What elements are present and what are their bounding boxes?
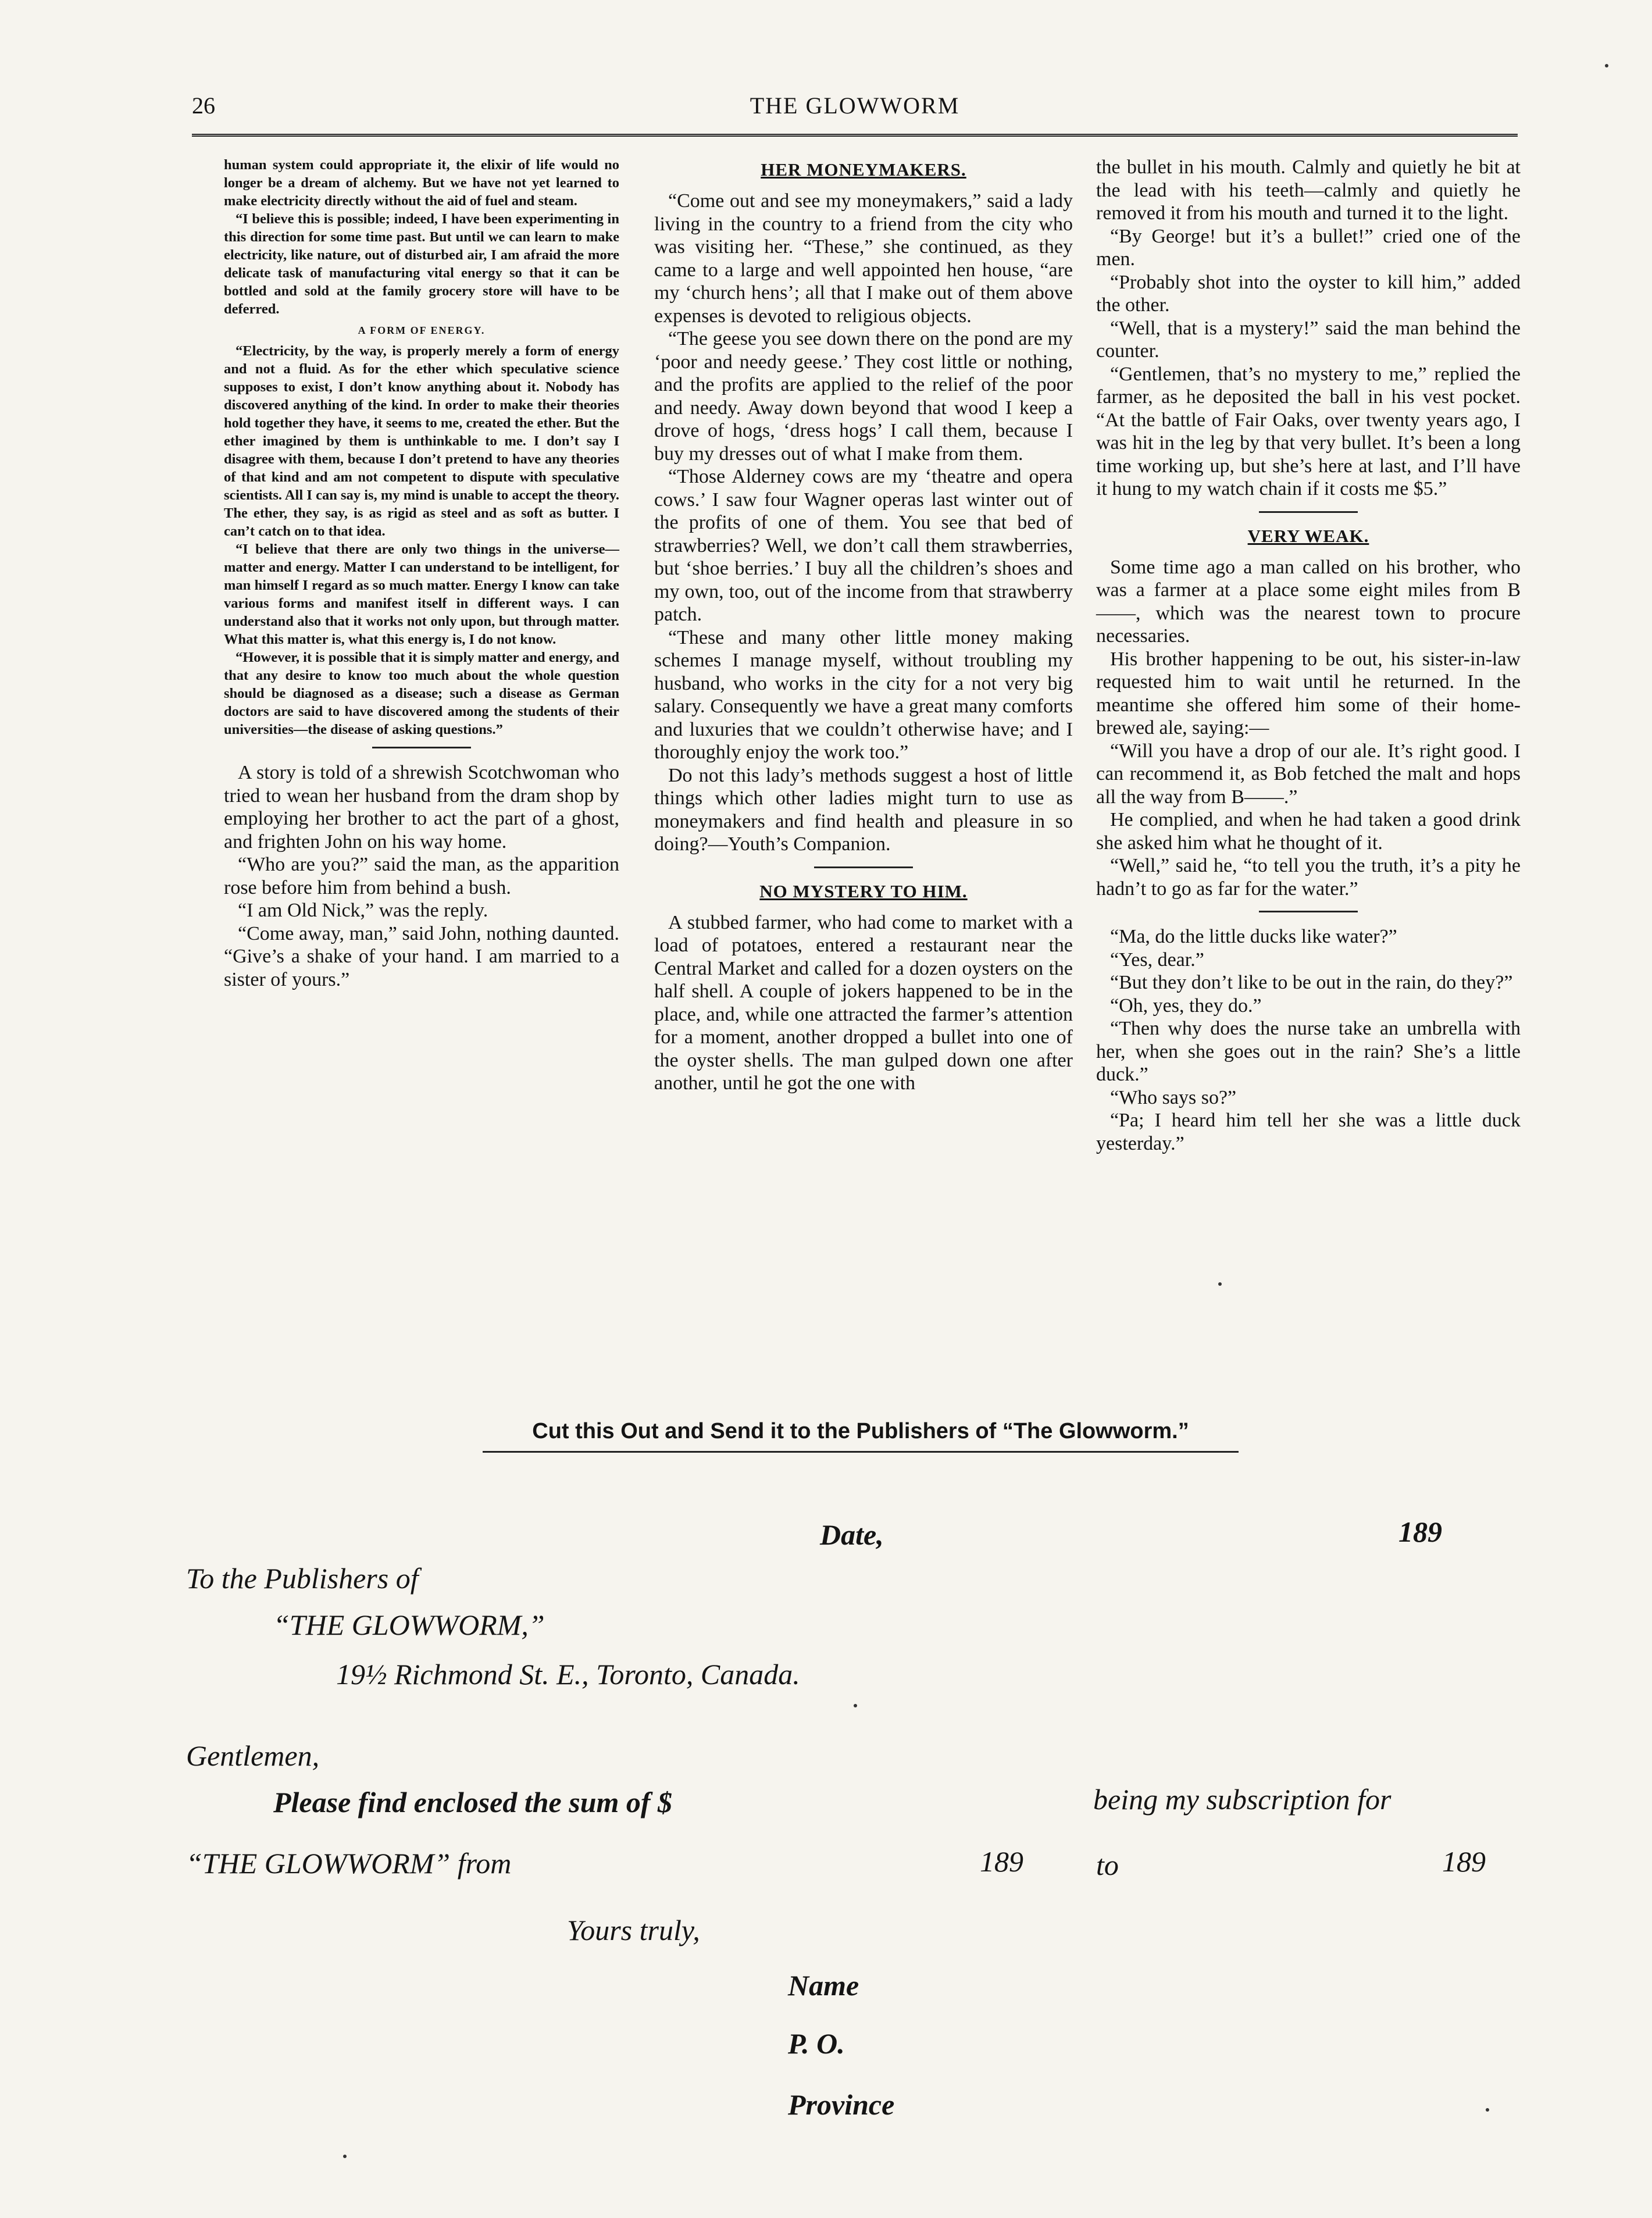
scan-speck (854, 1704, 857, 1707)
scan-speck (1218, 1282, 1222, 1286)
dialogue-line: “Pa; I heard him tell her she was a little duck yesterday.” (1096, 1110, 1521, 1154)
article-paragraph: “Electricity, by the way, is properly merely a form of energy and not a fluid. As for the ether which speculative science supposes to exist, I don’t know anything about it. Nobody has discovered anything of the kind. In order to make their theories hold together they have, it seems to me, created the ether. But the ether imagined by them is unthinkable to me. I don’t say I disagree with them, because I don’t pretend to have any theories of that kind and am not competent to dispute with speculative scientists. All I can say is, my mind is unable to accept the theory. The ether, they say, is as rigid as steel and as soft as butter. I can’t catch on to that idea. (224, 343, 619, 539)
name-label: Name (788, 1969, 859, 2002)
dialogue-line: “Who says so?” (1110, 1086, 1237, 1108)
moneymakers-article (654, 190, 1073, 856)
publishers-line: To the Publishers of (186, 1562, 419, 1595)
article-paragraph: “These and many other little money making schemes I manage myself, without troubling my husband, who works in the city for a not very big salary. Consequently we have a great many comforts and luxuries that we couldn’t otherwise have; and I thoroughly enjoy the work too.” (654, 626, 1073, 763)
article-paragraph: “Will you have a drop of our ale. It’s right good. I can recommend it, as Bob fetched the malt and hops all the way from B——.” (1096, 740, 1521, 808)
date-year: 189 (1398, 1515, 1442, 1548)
dialogue-line: “But they don’t like to be out in the rain, do they?” (1110, 972, 1513, 993)
from-label: “THE GLOWWORM” from (186, 1847, 512, 1880)
from-year: 189 (980, 1845, 1023, 1878)
dialogue-line: “Yes, dear.” (1110, 948, 1204, 971)
scan-speck (1605, 64, 1608, 67)
salutation: Gentlemen, (186, 1739, 320, 1772)
story-paragraph: A story is told of a shrewish Scotchwoman who tried to wean her husband from the dram shop by employing her brother to act the part of a ghost, and frighten John on his way home. (224, 762, 619, 853)
section-title: VERY WEAK. (1247, 525, 1369, 546)
column-1 (224, 156, 619, 991)
to-year: 189 (1442, 1845, 1486, 1878)
article-paragraph: “I believe that there are only two things in the universe—matter and energy. Matter I can understand to be intelligent, for man himself I regard as so much matter. Energy I know can take various forms and manifest itself in different ways. I can understand also that it works not only upon, but through matter. What this matter is, what this energy is, I do not know. (224, 541, 619, 647)
story-paragraph: “I am Old Nick,” was the reply. (238, 900, 488, 921)
scan-speck (1486, 2108, 1489, 2112)
article-paragraph: “By George! but it’s a bullet!” cried one of the men. (1096, 225, 1521, 270)
article-paragraph: “Gentlemen, that’s no mystery to me,” replied the farmer, as he deposited the ball in his vest pocket. “At the battle of Fair Oaks, over twenty years ago, I was hit in the leg by that very bullet. It’s been a long time working up, but she’s here at last, and I’ll have it hung to my watch chain if it costs me $5.” (1096, 363, 1521, 500)
cut-out-rule (483, 1451, 1239, 1453)
ducks-dialogue (1096, 925, 1521, 1155)
article-paragraph: “Well,” said he, “to tell you the truth, it’s a pity he hadn’t to go as far for the water.” (1096, 855, 1521, 900)
electricity-article (224, 156, 619, 739)
section-divider (372, 747, 471, 748)
section-title: HER MONEYMAKERS. (761, 159, 966, 180)
section-divider (1259, 511, 1358, 513)
to-label: to (1096, 1849, 1119, 1881)
article-paragraph: “The geese you see down there on the pond are my ‘poor and needy geese.’ They cost little or nothing, and the profits are applied to the relief of the poor and needy. Away down beyond that wood I keep a drove of hogs, ‘dress hogs’ I call them, because I buy my dresses out of what I make from them. (654, 328, 1073, 465)
mystery-continued (1096, 156, 1521, 501)
article-paragraph: A stubbed farmer, who had come to market with a load of potatoes, entered a restaurant near the Central Market and called for a dozen oysters on the half shell. A couple of jokers happened to be in the place, and, while one attracted the farmer’s attention for a moment, another dropped a bullet into one of the oyster shells. The man gulped down one after another, until he got the one with (654, 911, 1073, 1094)
publication-name: “THE GLOWWORM,” (273, 1609, 545, 1641)
subhead: A FORM OF ENERGY. (358, 325, 486, 336)
running-title: THE GLOWWORM (750, 92, 960, 119)
section-divider (814, 866, 913, 868)
scotchwoman-story (224, 761, 619, 991)
mystery-article (654, 911, 1073, 1095)
page-number: 26 (192, 92, 215, 119)
cut-out-heading: Cut this Out and Send it to the Publishers of “The Glowworm.” (532, 1419, 1189, 1443)
dialogue-line: “Ma, do the little ducks like water?” (1110, 926, 1397, 947)
dialogue-line: “Then why does the nurse take an umbrella with her, when she goes out in the rain? She’s a little duck.” (1096, 1018, 1521, 1085)
article-paragraph: “However, it is possible that it is simply matter and energy, and that any desire to know too much about the whole question should be diagnosed as a disease; such a disease as German doctors are said to have discovered among the students of their universities—the disease of asking questions.” (224, 650, 619, 737)
date-label: Date, (820, 1518, 884, 1551)
article-paragraph: He complied, and when he had taken a good drink she asked him what he thought of it. (1096, 809, 1521, 854)
article-paragraph: “Probably shot into the oyster to kill him,” added the other. (1096, 271, 1521, 316)
article-paragraph: the bullet in his mouth. Calmly and quietly he bit at the lead with his teeth—calmly and quietly he removed it from his mouth and turned it to the light. (1096, 156, 1521, 224)
publisher-address: 19½ Richmond St. E., Toronto, Canada. (336, 1658, 800, 1691)
article-paragraph: Do not this lady’s methods suggest a host of little things which other ladies might turn to use as moneymakers and find health and pleasure in so doing?—Youth’s Companion. (654, 764, 1073, 855)
page-header (192, 87, 1518, 128)
subscription-label: being my subscription for (1093, 1783, 1391, 1816)
po-label: P. O. (788, 2027, 845, 2060)
enclosed-sum-label: Please find enclosed the sum of $ (273, 1786, 673, 1818)
column-3 (1096, 156, 1521, 1155)
closing: Yours truly, (567, 1914, 700, 1946)
column-2 (654, 156, 1073, 1095)
article-paragraph: “I believe this is possible; indeed, I have been experimenting in this direction for some time past. But until we can learn to make electricity, like nature, out of disturbed air, I am afraid the more delicate task of manufacturing vital energy so that it can be bottled and sold at the family grocery store will have to be deferred. (224, 211, 619, 317)
province-label: Province (788, 2088, 895, 2121)
scan-speck (343, 2155, 347, 2158)
header-rule (192, 134, 1518, 137)
article-paragraph: “Those Alderney cows are my ‘theatre and opera cows.’ I saw four Wagner operas last winter out of the profits of one of them. You see that bed of strawberries? Well, we don’t call them strawberries, but ‘shoe berries.’ I buy all the children’s shoes and my own, too, out of the income from that strawberry patch. (654, 466, 1073, 625)
article-paragraph: “Come out and see my moneymakers,” said a lady living in the country to a friend from the city who was visiting her. “These,” she continued, as they came to a large and well appointed hen house, “are my ‘church hens’; all that I make out of them above expenses is devoted to religious objects. (654, 190, 1073, 327)
article-paragraph: human system could appropriate it, the elixir of life would no longer be a dream of alchemy. But we have not yet learned to make electricity directly without the aid of fuel and steam. (224, 157, 619, 209)
story-paragraph: “Who are you?” said the man, as the apparition rose before him from behind a bush. (224, 854, 619, 898)
very-weak-article (1096, 556, 1521, 901)
dialogue-line: “Oh, yes, they do.” (1110, 994, 1262, 1017)
section-divider (1259, 911, 1358, 912)
article-paragraph: His brother happening to be out, his sister-in-law requested him to wait until he returned. In the meantime she offered him some of their home-brewed ale, saying:— (1096, 648, 1521, 739)
article-paragraph: Some time ago a man called on his brother, who was a farmer at a place some eight miles from B——, which was the nearest town to procure necessaries. (1096, 556, 1521, 647)
story-paragraph: “Come away, man,” said John, nothing daunted. “Give’s a shake of your hand. I am married to a sister of yours.” (224, 922, 619, 990)
section-title: NO MYSTERY TO HIM. (759, 880, 968, 901)
article-paragraph: “Well, that is a mystery!” said the man behind the counter. (1096, 317, 1521, 362)
